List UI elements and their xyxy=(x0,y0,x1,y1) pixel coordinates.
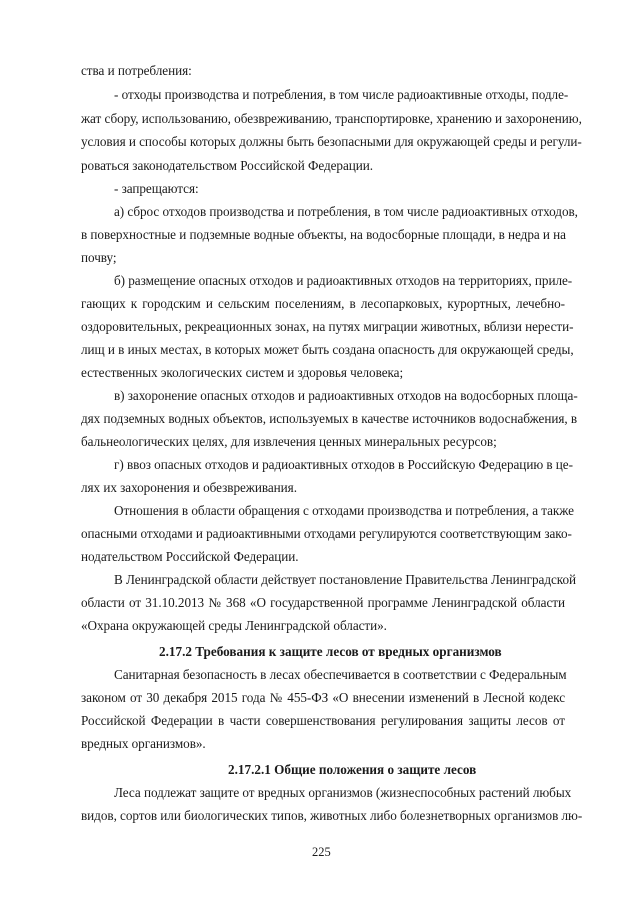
text-line: роваться законодательством Российской Федерации. xyxy=(81,158,374,173)
text-line: бальнеологических целях, для извлечения ценных минеральных ресурсов; xyxy=(81,434,497,449)
text-line: Леса подлежат защите от вредных организмов (жизнеспособных растений любых xyxy=(114,785,572,800)
text-line: а) сброс отходов производства и потребления, в том числе радиоактивных отходов, xyxy=(114,204,578,219)
text-line: законом от 30 декабря 2015 года № 455-ФЗ «О внесении изменений в Лесной кодекс xyxy=(81,690,565,705)
text-line: области от 31.10.2013 № 368 «О государственной программе Ленинградской области xyxy=(81,595,565,610)
text-line: гающих к городским и сельским поселениям, в лесопарковых, курортных, лечебно- xyxy=(81,296,565,311)
text-line: «Охрана окружающей среды Ленинградской области». xyxy=(81,618,387,633)
text-line: опасными отходами и радиоактивными отходами регулируются соответствующим зако- xyxy=(81,526,572,541)
text-line: жат сбору, использованию, обезвреживанию, транспортировке, хранению и захоронению, xyxy=(81,111,582,126)
text-line: в поверхностные и подземные водные объекты, на водосборные площади, в недра и на xyxy=(81,227,566,242)
text-line: лищ и в иных местах, в которых может быть создана опасность для окружающей среды, xyxy=(81,342,574,357)
text-line: условия и способы которых должны быть безопасными для окружающей среды и регули- xyxy=(81,134,582,149)
text-line: В Ленинградской области действует постановление Правительства Ленинградской xyxy=(114,572,577,587)
text-line: вредных организмов». xyxy=(81,736,206,751)
text-line: - запрещаются: xyxy=(114,181,199,196)
page-number: 225 xyxy=(312,845,331,859)
text-line: Российской Федерации в части совершенствования регулирования защиты лесов от xyxy=(81,713,565,728)
text-line: естественных экологических систем и здоровья человека; xyxy=(81,365,404,380)
text-line: нодательством Российской Федерации. xyxy=(81,549,299,564)
text-line: оздоровительных, рекреационных зонах, на путях миграции животных, вблизи нерести- xyxy=(81,319,574,334)
text-line: почву; xyxy=(81,250,117,265)
text-line: лях их захоронения и обезвреживания. xyxy=(81,480,297,495)
text-line: видов, сортов или биологических типов, животных либо болезнетворных организмов лю- xyxy=(81,808,583,823)
text-line: Санитарная безопасность в лесах обеспечивается в соответствии с Федеральным xyxy=(114,667,567,682)
text-line: дях подземных водных объектов, используемых в качестве источников водоснабжения, в xyxy=(81,411,578,426)
text-line: ства и потребления: xyxy=(81,63,192,78)
text-line: Отношения в области обращения с отходами производства и потребления, а также xyxy=(114,503,574,518)
text-line: г) ввоз опасных отходов и радиоактивных отходов в Российскую Федерацию в це- xyxy=(114,457,573,472)
text-line: б) размещение опасных отходов и радиоактивных отходов на территориях, приле- xyxy=(114,273,573,288)
text-line: - отходы производства и потребления, в том числе радиоактивные отходы, подле- xyxy=(114,87,569,102)
subsection-heading: 2.17.2.1 Общие положения о защите лесов xyxy=(228,762,477,777)
section-heading: 2.17.2 Требования к защите лесов от вредных организмов xyxy=(159,644,502,659)
text-line: в) захоронение опасных отходов и радиоактивных отходов на водосборных площа- xyxy=(114,388,578,403)
